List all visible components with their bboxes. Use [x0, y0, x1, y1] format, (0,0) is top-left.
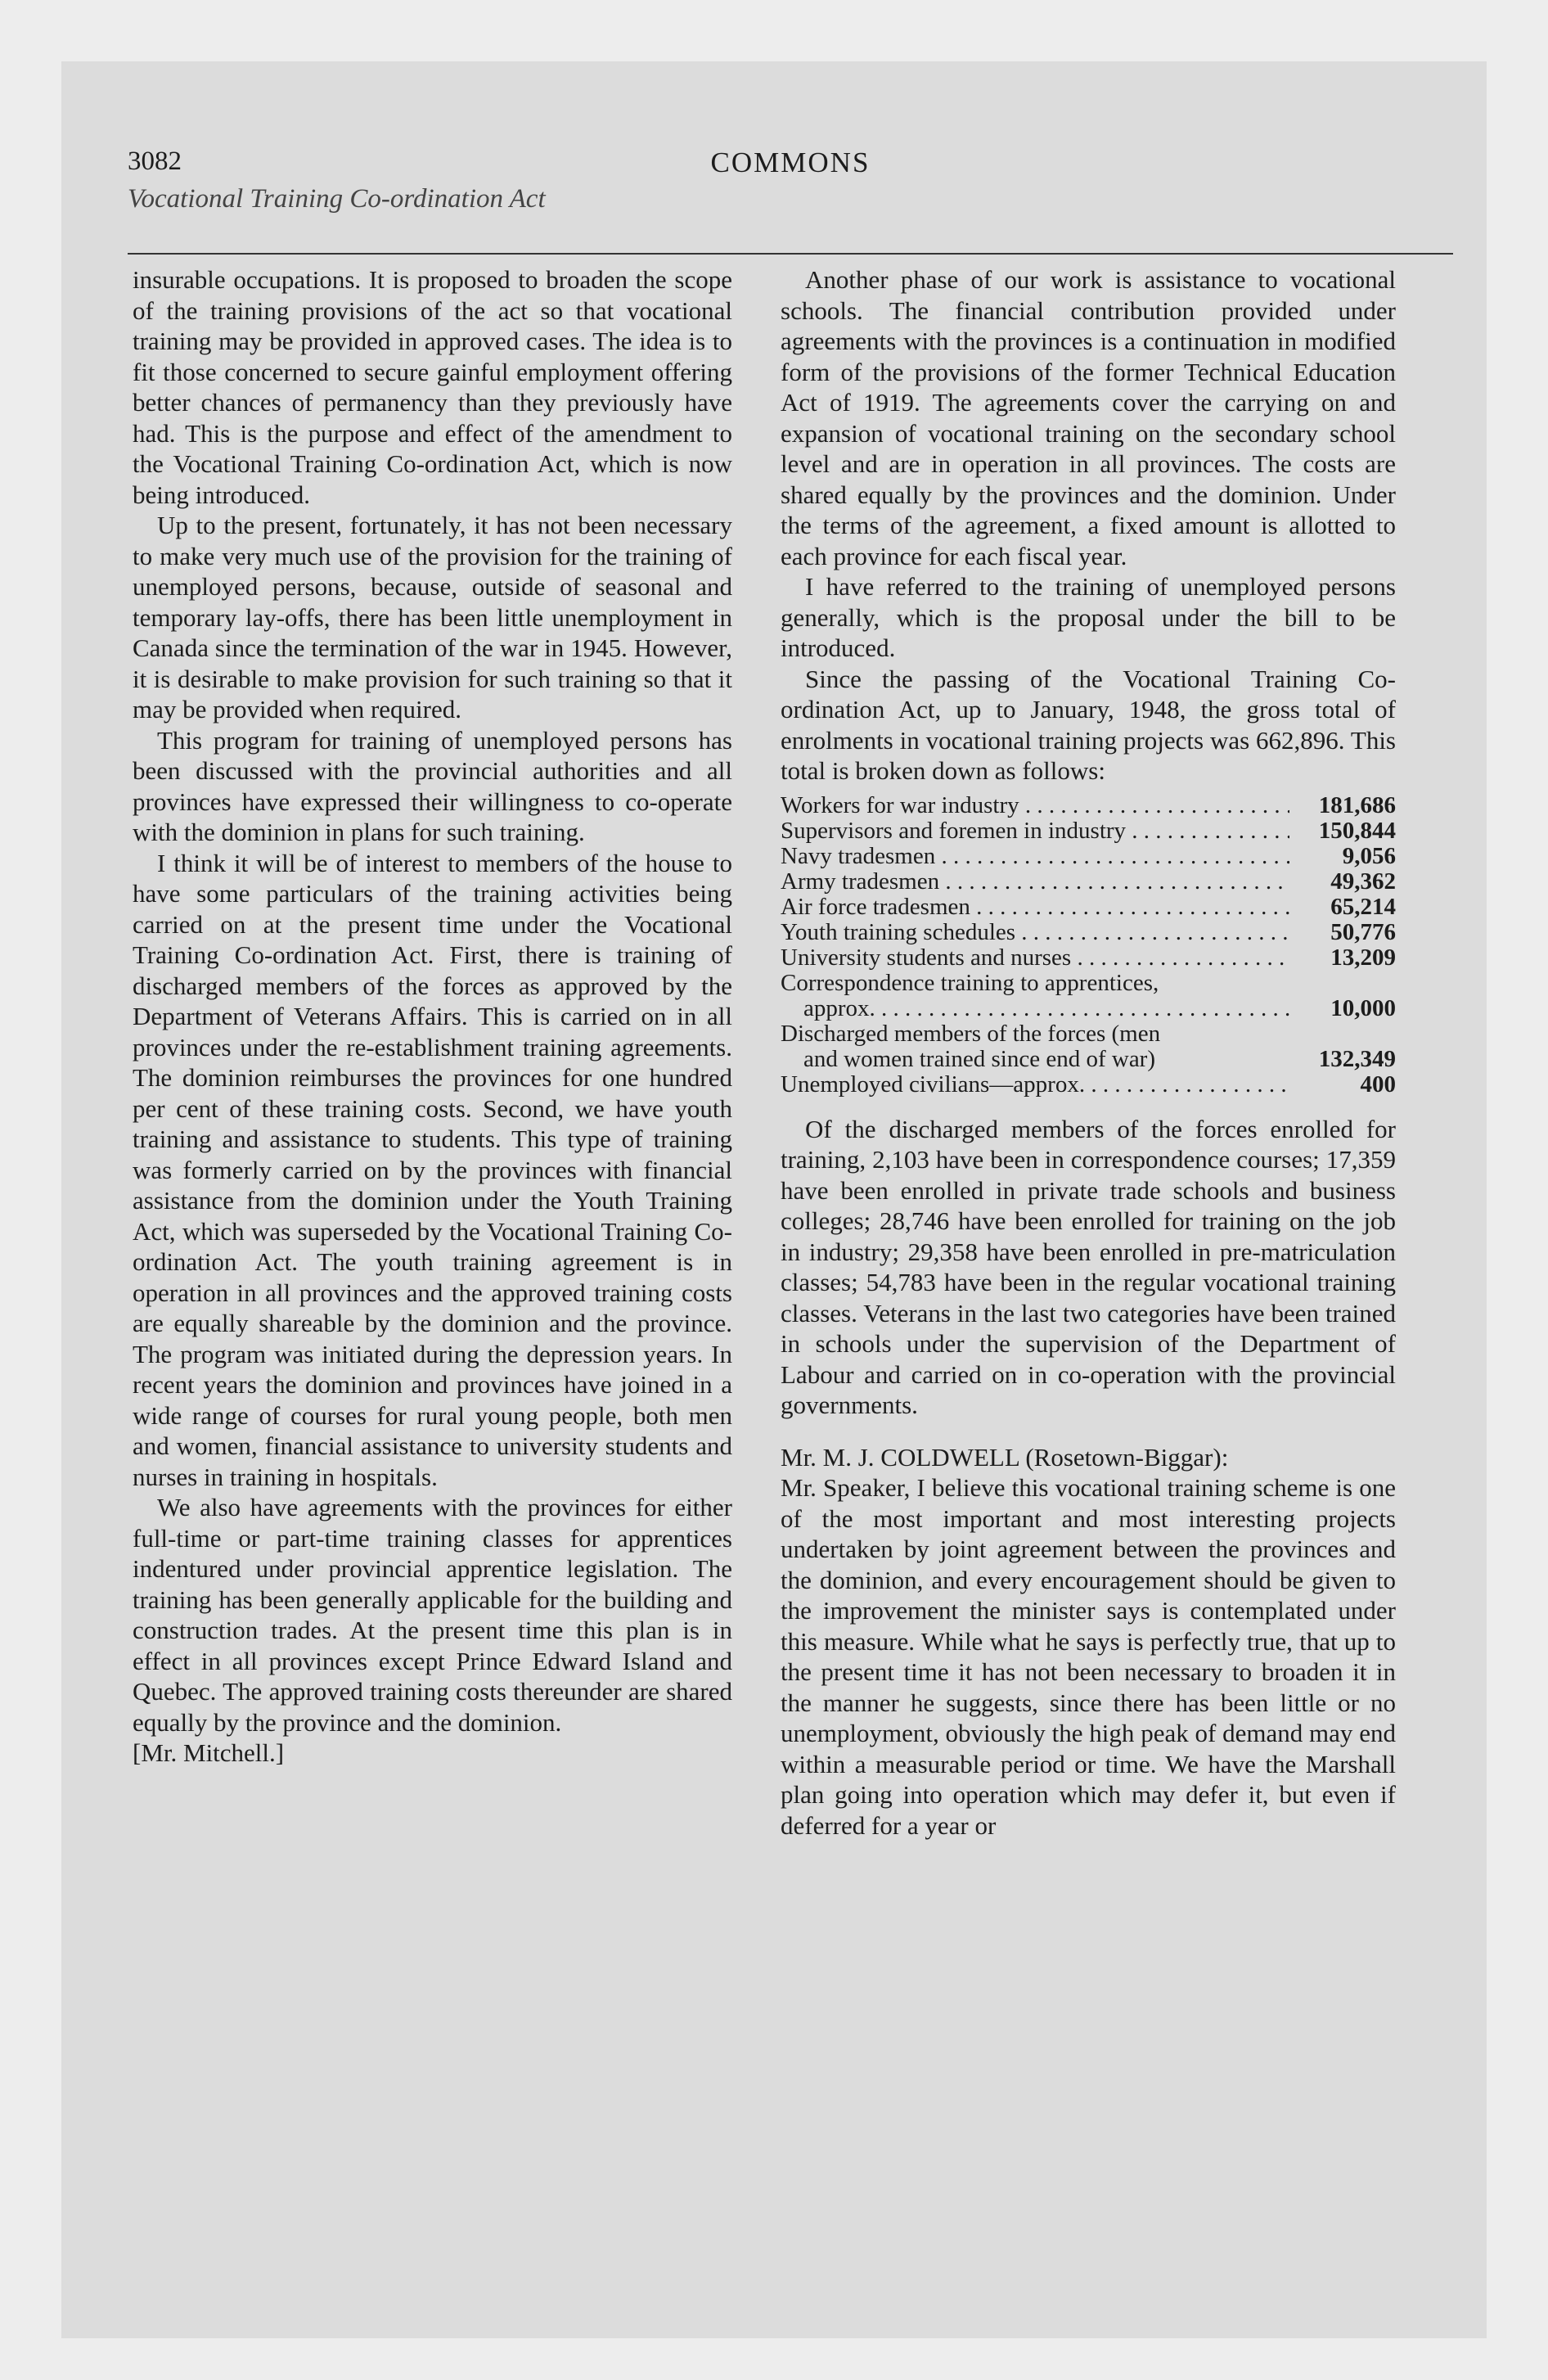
table-row — [781, 1021, 1396, 1047]
speaker-attribution: [Mr. Mitchell.] — [133, 1738, 285, 1767]
table-row — [781, 1072, 1396, 1098]
row-value: 65,214 — [1330, 893, 1396, 920]
row-value: 49,362 — [1330, 868, 1396, 895]
table-row — [781, 869, 1396, 895]
row-label: approx. . . . — [803, 996, 1289, 1021]
row-label: Discharged members of the forces (men — [781, 1020, 1161, 1047]
paragraph: We also have agreements with the provinces for either full-time or part-time training classes for apprentices indentured under provincial apprentice legislation. The training has been generally applicable for the building and construction trades. At the present time this plan is in effect in all provinces except Prince Edward Island and Quebec. The approved training costs thereunder are shared equally by the province and the dominion. — [133, 1493, 732, 1737]
row-label: Air force tradesmen . . . — [781, 895, 1289, 920]
section-title: COMMONS — [710, 146, 871, 178]
paragraph: This program for training of unemployed persons has been discussed with the provincial authorities and all provinces have expressed their willingness to co-operate with the dominion in plans for such training. — [133, 725, 732, 846]
table-row — [781, 844, 1396, 869]
table-row — [781, 945, 1396, 971]
paragraph: Since the passing of the Vocational Training Co-ordination Act, up to January, 1948, the gross total of enrolments in vocational training projects was 662,896. This total is broken down as follows: — [781, 664, 1396, 785]
document-page — [61, 61, 1487, 2338]
table-row — [781, 996, 1396, 1021]
left-column — [133, 264, 732, 1769]
row-value: 10,000 — [1330, 994, 1396, 1021]
row-value: 400 — [1360, 1071, 1396, 1098]
row-label: and women trained since end of war) — [803, 1045, 1156, 1072]
row-label: Unemployed civilians—approx. . . . — [781, 1072, 1289, 1098]
row-label: Workers for war industry . . . — [781, 793, 1289, 818]
paragraph: Mr. Speaker, I believe this vocational training scheme is one of the most important and most interesting projects undertaken by joint agreement between the provinces and the dominion, and every encouragement should be given to the improvement the minister says is contemplated under this measure. While what he says is perfectly true, that up to the present time it has not been necessary to broaden it in the manner he suggests, since there has been little or no unemployment, obviously the high peak of demand may end within a measurable period or time. We have the Marshall plan going into operation which may defer it, but even if deferred for a year or — [781, 1473, 1396, 1840]
row-label: Youth training schedules . . . — [781, 920, 1289, 945]
right-column — [781, 264, 1396, 1841]
table-row — [781, 818, 1396, 844]
row-value: 132,349 — [1318, 1045, 1396, 1072]
row-value: 150,844 — [1318, 817, 1396, 844]
row-label: University students and nurses . . . — [781, 945, 1289, 971]
running-title: Vocational Training Co-ordination Act — [128, 184, 546, 214]
paragraph: I have referred to the training of unemployed persons generally, which is the proposal under the bill to be introduced. — [781, 572, 1396, 662]
enrolment-table — [781, 793, 1396, 1098]
paragraph: I think it will be of interest to members of the house to have some particulars of the training activities being carried on at the present time under the Vocational Training Co-ordination Act. First, there is training of discharged members of the forces as approved by the Department of Veterans Affairs. This is carried on in all provinces under the re-establishment training agreements. The dominion reimburses the provinces for one hundred per cent of these training costs. Second, we have youth training and assistance to students. This type of training was formerly carried on by the provinces with financial assistance from the dominion under the Youth Training Act, which was superseded by the Vocational Training Co-ordination Act. The youth training agreement is in operation in all provinces and the approved training costs are equally shareable by the dominion and the province. The program was initiated during the depression years. In recent years the dominion and provinces have joined in a wide range of courses for rural young people, both men and women, financial assistance to university students and nurses in training in hospitals. — [133, 848, 732, 1491]
paragraph: Of the discharged members of the forces enrolled for training, 2,103 have been in correspondence courses; 17,359 have been enrolled in private trade schools and business colleges; 28,746 have been enrolled for training on the job in industry; 29,358 have been enrolled in pre-matriculation classes; 54,783 have been in the regular vocational training classes. Veterans in the last two categories have been trained in schools under the supervision of the Department of Labour and carried on in co-operation with the provincial governments. — [781, 1114, 1396, 1419]
table-row — [781, 793, 1396, 818]
row-value: 181,686 — [1318, 791, 1396, 818]
row-label: Army tradesmen . . . — [781, 869, 1289, 895]
row-value: 50,776 — [1330, 918, 1396, 945]
paragraph: Another phase of our work is assistance to vocational schools. The financial contribution provided under agreements with the provinces is a continuation in modified form of the provisions of the former Technical Education Act of 1919. The agreements cover the carrying on and expansion of vocational training on the secondary school level and are in operation in all provinces. The costs are shared equally by the provinces and the dominion. Under the terms of the agreement, a fixed amount is allotted to each province for each fiscal year. — [781, 265, 1396, 570]
row-value: 9,056 — [1342, 842, 1396, 869]
row-label: Navy tradesmen . . . — [781, 844, 1289, 869]
table-row — [781, 920, 1396, 945]
table-row — [781, 1047, 1396, 1072]
table-row — [781, 971, 1396, 996]
paragraph: Up to the present, fortunately, it has not been necessary to make very much use of the provision for the training of unemployed persons, because, outside of seasonal and temporary lay-offs, there has been little unemployment in Canada since the termination of the war in 1945. However, it is desirable to make provision for such training so that it may be provided when required. — [133, 511, 732, 723]
row-label: Supervisors and foremen in industry . . . — [781, 818, 1289, 844]
row-value: 13,209 — [1330, 944, 1396, 971]
table-row — [781, 895, 1396, 920]
paragraph: insurable occupations. It is proposed to broaden the scope of the training provisions of the act so that vocational training may be provided in approved cases. The idea is to fit those concerned to secure gainful employment offering better chances of permanency than they previously have had. This is the purpose and effect of the amendment to the Vocational Training Co-ordination Act, which is now being introduced. — [133, 265, 732, 509]
page-number: 3082 — [128, 146, 182, 176]
page-header — [128, 146, 1453, 255]
speaker-attribution: Mr. M. J. COLDWELL (Rosetown-Biggar): — [781, 1442, 1229, 1472]
row-label: Correspondence training to apprentices, — [781, 969, 1159, 996]
